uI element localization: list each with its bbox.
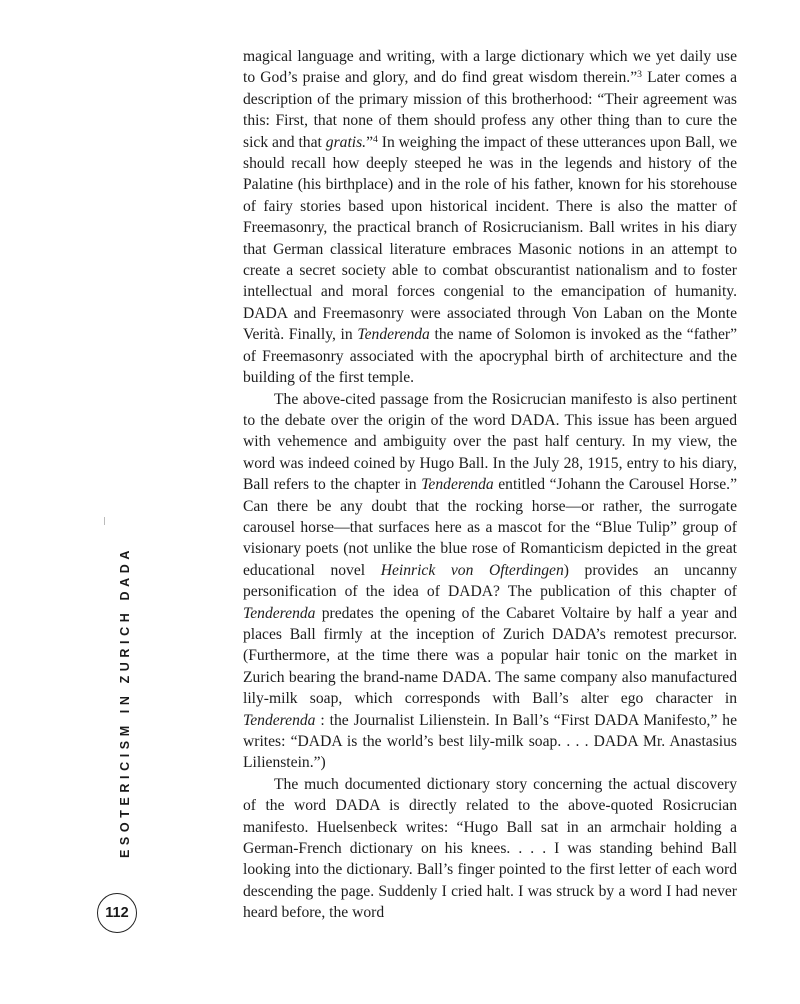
text-run: : the Journalist Lilienstein. In Ball’s “First DADA Manifesto,” he writes: “DADA is the world’s best lily-milk soap. . . . DADA Mr. Anastasius Lilienstein.”) bbox=[243, 711, 737, 772]
italic-run: Tenderenda bbox=[243, 711, 316, 729]
paragraph-2 bbox=[243, 389, 737, 774]
note-reference-4: 4 bbox=[373, 133, 378, 145]
text-run: predates the opening of the Cabaret Voltaire by half a year and places Ball firmly at the inception of Zurich DADA’s remotest precursor. (Furthermore, at the time there was a popular hair tonic on the market in Zurich bearing the brand-name DADA. The same company also manufactured lily-milk soap, which corresponds with Ball’s alter ego character in bbox=[243, 604, 737, 708]
paragraph-1 bbox=[243, 46, 737, 389]
italic-run: Tenderenda bbox=[357, 326, 430, 344]
margin-mark bbox=[104, 517, 105, 525]
text-run: In weighing the impact of these utterances upon Ball, we should recall how deeply steeped he was in the legends and history of the Palatine (his birthplace) and in the role of his father, known for his storehouse of fairy stories based upon historical incident. There is also the matter of Freemasonry, the practical branch of Rosicrucianism. Ball writes in his diary that German classical literature embraces Masonic notions in an attempt to create a secret society able to combat obscurantist nationalism and to foster intellectual and moral forces congenial to the emancipation of humanity. DADA and Freemasonry were associated through Von Laban on the Monte Verità. Finally, in bbox=[243, 133, 738, 344]
text-run: The above-cited passage from the Rosicrucian manifesto is also pertinent to the debate over the origin of the word DADA. This issue has been argued with vehemence and ambiguity over the past half century. In my view, the word was indeed coined by Hugo Ball. In the July 28, 1915, entry to his diary, Ball refers to the chapter in bbox=[243, 390, 737, 494]
text-run: ) provides an uncanny personification of the idea of DADA? The publication of this chapter of bbox=[243, 561, 737, 601]
text-run: the name of Solomon is invoked as the “father” of Freemasonry associated with the apocryphal birth of architecture and the building of the first temple. bbox=[243, 326, 737, 387]
text-run: The much documented dictionary story concerning the actual discovery of the word DADA is directly related to the above-quoted Rosicrucian manifesto. Huelsenbeck writes: “Hugo Ball sat in an armchair holding a German-French dictionary on his knees. . . . I was standing behind Ball looking into the dictionary. Ball’s finger pointed to the first letter of each word descending the page. Suddenly I cried halt. I was struck by a word I had never heard before, the word bbox=[243, 775, 737, 922]
italic-run: Heinrick von Ofterdingen bbox=[380, 561, 564, 579]
body-text bbox=[243, 46, 737, 924]
italic-run: Tenderenda bbox=[243, 604, 316, 622]
page-number-label: 112 bbox=[105, 905, 129, 921]
paragraph-3 bbox=[243, 774, 737, 924]
text-run: entitled “Johann the Carousel Horse.” Can there be any doubt that the rocking horse—or rather, the surrogate carousel horse—that surfaces here as a mascot for the “Blue Tulip” group of visionary poets (not unlike the blue rose of Romanticism depicted in the great educational novel bbox=[243, 476, 738, 579]
italic-run: Tenderenda bbox=[421, 476, 494, 494]
page-number bbox=[97, 893, 137, 933]
text-run: Later comes a description of the primary mission of this brotherhood: “Their agreement was this: First, that none of them should profess any other thing than to cure the sick and that bbox=[243, 69, 737, 151]
italic-run: gratis. bbox=[325, 133, 367, 151]
text-run: ” bbox=[366, 133, 373, 151]
running-head: ESOTERICISM IN ZURICH DADA bbox=[118, 546, 132, 858]
text-run: magical language and writing, with a large dictionary which we yet daily use to God’s praise and glory, and do find great wisdom therein.” bbox=[243, 48, 737, 87]
note-reference-3: 3 bbox=[637, 69, 642, 81]
